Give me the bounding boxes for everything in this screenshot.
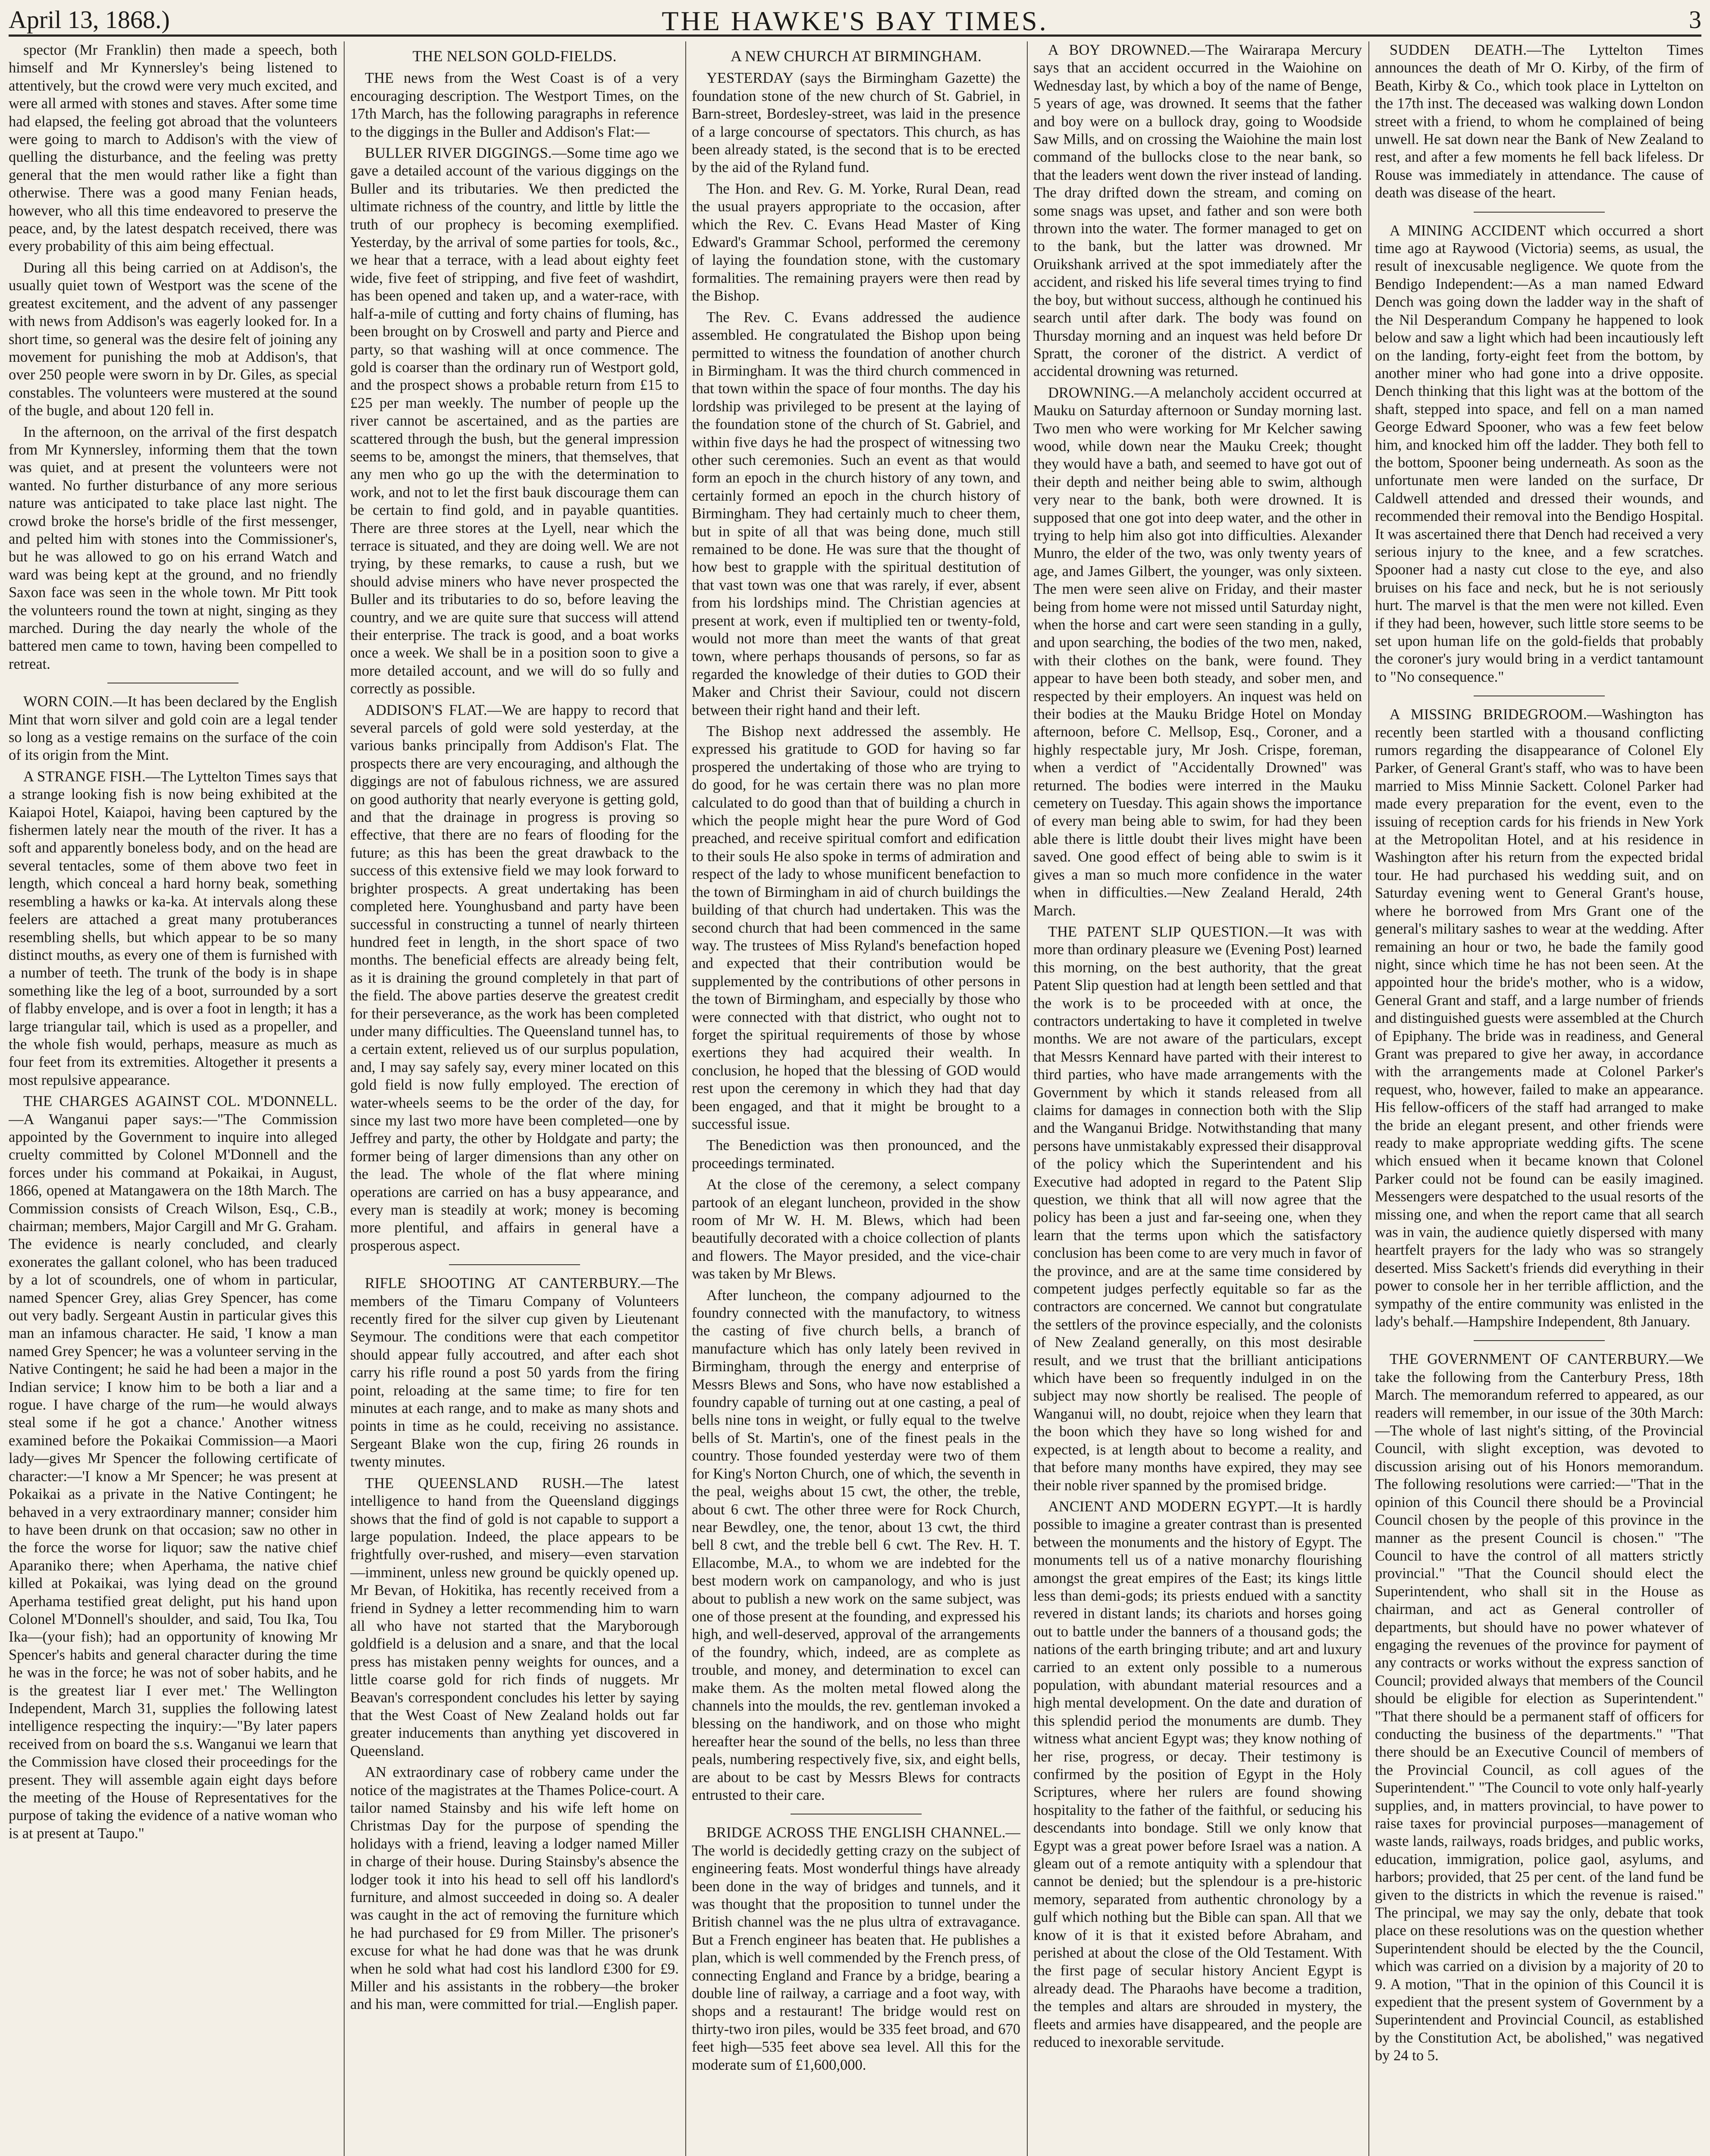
column-rule: [685, 41, 686, 2156]
column-2: [350, 41, 679, 2156]
article-paragraph: During all this being carried on at Addison's, the usually quiet town of Westport was the scene of the greatest excitement, and the advent of any passenger with news from Addison's was eagerly looked for. In a short time, so general was the desire felt of joining any movement for punishing the mob at Addison's, that over 250 people were sworn in by Dr. Giles, as special constables. The volunteers were mustered at the sound of the bugle, and about 120 fell in.: [9, 259, 337, 419]
article-paragraph: A BOY DROWNED.—The Wairarapa Mercury says that an accident occurred in the Waiohine on Wednesday last, by which a boy of the name of Benge, 5 years of age, was drowned. It seems that the father and boy were on a bullock dray, going to Woodside Saw Mills, and on crossing the Waiohine the main lost command of the bullocks close to the near bank, so that the leaders went down the river instead of landing. The dray drifted down the stream, and coming on some snags was upset, and father and son were both thrown into the water. The former managed to get on to the bank, but the latter was drowned. Mr Oruikshank arrived at the spot immediately after the accident, and risked his life several times trying to find the boy, but without success, although he continued his search until after dark. The body was found on Thursday morning and an inquest was held before Dr Spratt, the coroner of the district. A verdict of accidental drowning was returned.: [1033, 42, 1362, 380]
article-paragraph: A STRANGE FISH.—The Lyttelton Times says that a strange looking fish is now being exhibited at the Kaiapoi Hotel, Kaiapoi, having been captured by the fishermen lately near the mouth of the river. It has a soft and apparently boneless body, and on the head are several tentacles, some of them above two feet in length, which conceal a hard horny beak, something resembling a hawks or ka-ka. At intervals along these feelers are attached a great many protuberances resembling shells, but which appear to be so many distinct mouths, as every one of them is furnished with a number of teeth. The trunk of the body is in shape something like the leg of a boot, surrounded by a sort of flabby envelope, and is over a foot in length; it has a large triangular tail, which is used as a propeller, and the whole fish would, perhaps, measure as much as four feet from its extremities. Altogether it presents a most repulsive appearance.: [9, 768, 337, 1088]
article-paragraph: A MINING ACCIDENT which occurred a short time ago at Raywood (Victoria) seems, as usual, the result of inexcusable negligence. We quote from the Bendigo Independent:—As a man named Edward Dench was going down the ladder way in the shaft of the Nil Desperandum Company he happened to look below and saw a light which had been incautiously left on the landing, forty-eight feet from the bottom, by another miner who had gone into a drive opposite. Dench thinking that this light was at the bottom of the shaft, stepped into space, and fell on a man named George Edward Spooner, who was a few feet below him, and knocked him off the ladder. They both fell to the bottom, Spooner being underneath. As soon as the unfortunate men were landed on the surface, Dr Caldwell attended and dressed their wounds, and recommended their removal into the Bendigo Hospital. It was ascertained there that Dench had received a very serious injury to the knee, and a few scratches. Spooner had a nasty cut close to the eye, and also bruises on his face and neck, but he is not seriously hurt. The marvel is that the men were not killed. Even if they had been, however, such little store seems to be set upon human life on the gold-fields that probably the coroner's jury would bring in a verdict tantamount to "No consequence.": [1375, 222, 1704, 685]
article-paragraph: DROWNING.—A melancholy accident occurred at Mauku on Saturday afternoon or Sunday morning last. Two men who were working for Mr Kelcher sawing wood, while down near the Mauku Creek; thought they would have a bath, and seemed to have got out of their depth and neither being able to swim, although very near to the bank, both were drowned. It is supposed that one got into deep water, and the other in trying to help him also got into difficulties. Alexander Munro, the elder of the two, was only twenty years of age, and James Gilbert, the younger, was only sixteen. The men were seen alive on Friday, and their master being from home were not missed until Saturday night, when the horse and cart were seen standing in a gully, and upon searching, the bodies of the two men, naked, with their clothes on the bank, were found. They appear to have been both steady, and sober men, and respected by their employers. An inquest was held on their bodies at the Mauku Bridge Hotel on Monday afternoon, before C. Mellsop, Esq., Coroner, and a highly respectable jury, Mr Josh. Crispe, foreman, when a verdict of "Accidentally Drowned" was returned. The bodies were interred in the Mauku cemetery on Tuesday. This again shows the importance of every man being able to swim, for had they been able there is little doubt their lives might have been saved. One good effect of being able to swim is it gives a man so much more confidence in the water when in difficulties.—New Zealand Herald, 24th March.: [1033, 384, 1362, 919]
article-paragraph: AN extraordinary case of robbery came under the notice of the magistrates at the Thames Police-court. A tailor named Stainsby and his wife left home on Christmas Day for the purpose of spending the holidays with a friend, leaving a lodger named Miller in charge of their house. During Stainsby's absence the lodger took it into his head to sell off his landlord's furniture, and almost succeeded in doing so. A dealer was caught in the act of removing the furniture which he had purchased for £9 from Miller. The prisoner's excuse for what he had done was that he was drunk when he sold what had cost his landlord £300 for £9. Miller and his assistants in the robbery—the broker and his man, were committed for trial.—English paper.: [350, 1764, 679, 2013]
article-paragraph: ANCIENT AND MODERN EGYPT.—It is hardly possible to imagine a greater contrast than is presented between the monuments and the history of Egypt. The monuments tell us of a native monarchy flourishing amongst the great empires of the East; its kings little less than demi-gods; its priests endued with a sanctity revered in distant lands; its chariots and horses going out to battle under the banners of a thousand gods; the nations of the earth bringing tribute; and art and luxury carried to an extent only possible to a numerous population, with abundant material resources and a high mental development. On the date and duration of this splendid period the monuments are dumb. They witness what ancient Egypt was; they know nothing of her rise, progress, or decay. Their testimony is confirmed by the position of Egypt in the Holy Scriptures, where her rulers are found showing hospitality to the father of the faithful, or seducing his descendants into bondage. Still we only know that Egypt was a great power before Israel was a nation. A gleam out of a remote antiquity with a splendour that cannot be denied; but the splendour is a pre-historic memory, separated from authentic chronology by a gulf which nothing but the Bible can span. All that we know of it is that it existed before Abraham, and perished at about the close of the Old Testament. With the first page of secular history Ancient Egypt is already dead. The Pharaohs have become a tradition, the temples and altars are shrouded in mystery, the fleets and armies have disappeared, and the people are reduced to inexorable servitude.: [1033, 1498, 1362, 2051]
article-paragraph: A MISSING BRIDEGROOM.—Washington has recently been startled with a thousand conflicting rumors regarding the disappearance of Colonel Ely Parker, of General Grant's staff, who was to have been married to Miss Minnie Sackett. Colonel Parker had made every preparation for the event, even to the issuing of reception cards for his friends in New York at the Metropolitan Hotel, and at his residence in Washington after his return from the expected bridal tour. He had purchased his wedding suit, and on Saturday evening went to General Grant's house, where he borrowed from Mrs Grant one of the general's military sashes to wear at the wedding. After remaining an hour or two, he bade the family good night, since which time he has not been seen. At the appointed hour the bride's mother, who is a widow, General Grant and staff, and a large number of friends and distinguished guests were assembled at the Church of Epiphany. The bride was in readiness, and General Grant was prepared to give her away, in accordance with the arrangements made at Colonel Parker's request, who, however, failed to make an appearance. His fellow-officers of the staff had arranged to make the bride an elegant present, and other friends were ready to make appropriate wedding gifts. The scene which ensued when it became known that Colonel Parker could not be found can be easily imagined. Messengers were despatched to the usual resorts of the missing one, and when the report came that all search was in vain, the audience quietly dispersed with many heartfelt prayers for the lady who was so strangely deserted. Miss Sackett's friends did everything in their power to console her in her terrible affliction, and the sympathy of the entire community was enlisted in the lady's behalf.—Hampshire Independent, 8th January.: [1375, 706, 1704, 1330]
article-paragraph: THE CHARGES AGAINST COL. M'DONNELL.—A Wanganui paper says:—"The Commission appointed by the Government to inquire into alleged cruelty committed by Colonel M'Donnell and the forces under his command at Pokaikai, in August, 1866, opened at Matangawera on the 18th March. The Commission consists of Creach Wilson, Esq., C.B., chairman; members, Major Cargill and Mr G. Graham. The evidence is nearly concluded, and clearly exonerates the gallant colonel, who has been traduced by a lot of scoundrels, one of whom in particular, named Spencer Grey, alias Grey Spencer, has come out very badly. Sergeant Austin in particular gives this man an infamous character. He said, 'I know a man named Grey Spencer; he was a volunteer serving in the Native Contingent; he said he had been a major in the Indian service; I know him to be both a liar and a rogue. I have charge of the rum—he would always steal some if he got a chance.' Another witness examined before the Pokaikai Commission—a Maori lady—gives Mr Spencer the following certificate of character:—'I know a Mr Spencer; he was present at Pokaikai as a private in the Native Contingent; he behaved in a very extraordinary manner; consider him to have been drunk on that occasion; saw no other in the force the worse for liquor; saw the native chief Aparaniko there; when Aperhama, the native chief killed at Pokaikai, was lying dead on the ground Aperhama testified great delight, put his hand upon Colonel M'Donnell's shoulder, and said, Tou Ika, Tou Ika—(your fish); had an opportunity of knowing Mr Spencer's habits and general character during the time he was in the force; he was not of sober habits, and he is the greatest liar I ever met.' The Wellington Independent, March 31, supplies the following latest intelligence respecting the inquiry:—"By later papers received from on board the s.s. Wanganui we learn that the Commission have closed their proceedings for the present. They will assemble again eight days before the meeting of the House of Representatives for the purpose of taking the evidence of a native woman who is at present at Taupo.": [9, 1093, 337, 1842]
column-4: [1033, 41, 1362, 2156]
article-paragraph: BULLER RIVER DIGGINGS.—Some time ago we gave a detailed account of the various diggings on the Buller and its tributaries. We then predicted the ultimate richness of the country, and little by little the truth of our prophecy is becoming exemplified. Yesterday, by the arrival of some parties for tools, &c., we hear that a terrace, with a lead about eighty feet wide, five feet of stripping, and five feet of washdirt, has been opened and taken up, and a water-race, with half-a-mile of cutting and forty chains of fluming, has been brought on by Croswell and party and Pierce and party, so that washing will at once commence. The gold is coarser than the ordinary run of Westport gold, and the prospect shows a probable return from £15 to £25 per man weekly. The number of people up the river cannot be ascertained, and as the parties are scattered through the bush, but the general impression seems to be, amongst the miners, that themselves, that any men who go up the with the determination to work, and not to let the first bauk discourage them can be certain to find gold, and in payable quantities. There are three stores at the Lyell, near which the terrace is situated, and they are doing well. We are not trying, by these remarks, to cause a rush, but we should advise miners who have never prospected the Buller and its tributaries to do so, before leaving the country, and we are quite sure that success will attend their enterprise. The track is good, and a boat works once a week. We shall be in a position soon to give a more detailed account, and we will do so fully and correctly as possible.: [350, 145, 679, 697]
article-paragraph: YESTERDAY (says the Birmingham Gazette) the foundation stone of the new church of St. Gabriel, in Barn-street, Bordesley-street, was laid in the presence of a large concourse of spectators. This church, as has been already stated, is the second that is to be erected by the aid of the Ryland fund.: [692, 70, 1020, 176]
article-heading: A NEW CHURCH AT BIRMINGHAM.: [731, 47, 982, 65]
section-divider: [449, 1264, 580, 1265]
article-paragraph: In the afternoon, on the arrival of the first despatch from Mr Kynnersley, informing them that the town was quiet, and at present the volunteers were not wanted. No further disturbance of any more serious nature was anticipated to take place last night. The crowd broke the horse's bridle of the first messenger, and pelted him with stones into the Commissioner's, but he was allowed to go on his errand Watch and ward was being kept at the ground, and no friendly Saxon face was seen in the whole town. Mr Pitt took the volunteers round the town at night, singing as they marched. During the day nearly the whole of the battered men came to town, having been compelled to retreat.: [9, 423, 337, 672]
article-paragraph: SUDDEN DEATH.—The Lyttelton Times announces the death of Mr O. Kirby, of the firm of Beath, Kirby & Co., which took place in Lyttelton on the 17th inst. The deceased was walking down London street with a friend, to whom he complained of being unwell. He sat down near the Bank of New Zealand to rest, and after a few moments he fell back lifeless. Dr Rouse was immediately in attendance. The cause of death was disease of the heart.: [1375, 42, 1704, 201]
column-5: [1375, 41, 1704, 2156]
page-number: 3: [1689, 6, 1701, 34]
article-paragraph: ADDISON'S FLAT.—We are happy to record that several parcels of gold were sold yesterday, at the various banks principally from Addison's Flat. The prospects there are very encouraging, and although the diggings are not of fabulous richness, we are assured on good authority that nearly everyone is getting gold, and that the drainage in progress is proving so effective, that there are no fears of flooding for the future; as this has been the great drawback to the success of this extensive field we may look forward to brighter prospects. A great undertaking has been completed here. Younghusband and party have been successful in constructing a tunnel of nearly thirteen hundred feet in length, in the short space of two months. The beneficial effects are already being felt, as it is draining the ground completely in that part of the field. The above parties deserve the greatest credit for their perseverance, as the work has been completed under many difficulties. The Queensland tunnel has, to a certain extent, relieved us of our surplus population, and, I may say safely say, every miner located on this gold field is now fully employed. The erection of water-wheels seems to be the order of the day, for since my last two more have been completed—one by Jeffrey and party, the other by Holdgate and party; the former being of larger dimensions than any other on the lead. The whole of the flat where mining operations are carried on has a busy appearance, and every man is steadily at work; money is becoming more plentiful, and affairs in general have a prosperous aspect.: [350, 702, 679, 1254]
article-paragraph: RIFLE SHOOTING AT CANTERBURY.—The members of the Timaru Company of Volunteers recently fired for the silver cup given by Lieutenant Seymour. The conditions were that each competitor should appear fully accoutred, and after each shot carry his rifle round a post 50 yards from the firing point, reloading at the same time; to fire for ten minutes at each range, and to make as many shots and points in time as he could, receiving no assistance. Sergeant Blake won the cup, firing 26 rounds in twenty minutes.: [350, 1275, 679, 1470]
newspaper-title: THE HAWKE'S BAY TIMES.: [662, 6, 1048, 36]
article-paragraph: The Rev. C. Evans addressed the audience assembled. He congratulated the Bishop upon being permitted to witness the foundation of another church in Birmingham. It was the third church commenced in that town within the space of four months. The day his lordship was privileged to be present at the laying of the foundation stone of the church of St. Gabriel, and within five days he had the prospect of witnessing two other such ceremonies. Such an event as that would form an epoch in the church history of any town, and certainly formed an epoch in the church history of Birmingham. They had certainly much to cheer them, but in spite of all that was being done, much still remained to be done. He was sure that the thought of how best to grapple with the spiritual destitution of that vast town was one that was rarely, if ever, absent from his lordships mind. The Christian agencies at present at work, even if multiplied ten or twenty-fold, would not more than meet the wants of that great town, where perhaps thousands of persons, so far as regarded the knowledge of their duties to GOD their Maker and Christ their Saviour, could not discern between their right hand and their left.: [692, 309, 1020, 718]
section-divider: [1474, 212, 1605, 213]
article-paragraph: The Benediction was then pronounced, and the proceedings terminated.: [692, 1137, 1020, 1172]
section-divider: [1474, 1340, 1605, 1341]
column-1: [9, 41, 337, 2156]
article-paragraph: THE PATENT SLIP QUESTION.—It was with more than ordinary pleasure we (Evening Post) learned this morning, on the best authority, that the great Patent Slip question had at length been settled and that the work is to be proceeded with at once, the contractors undertaking to have it completed in twelve months. We are not aware of the particulars, except that Messrs Kennard have parted with their interest to third parties, who have made arrangements with the Government by which it stands released from all claims for damages in connection both with the Slip and the Wanganui Bridge. Notwithstanding that many persons have unmistakably expressed their disapproval of the policy which the Superintendent and his Executive had adopted in regard to the Patent Slip question, we think that all will now agree that the policy has been a just and far-seeing one, when they learn that the terms upon which the satisfactory conclusion has been come to are very much in favor of the province, and are at the same time considered by competent judges perfectly equitable so far as the contractors are concerned. We cannot but congratulate the settlers of the province especially, and the colonists of New Zealand generally, on this most desirable result, and we trust that the brilliant anticipations which have been so frequently indulged in on the subject may now shortly be realised. The people of Wanganui will, no doubt, rejoice when they learn that the boon which they have so long wished for and expected, is at length about to become a reality, and that before many months have expired, they may see their noble river spanned by the promised bridge.: [1033, 923, 1362, 1494]
article-paragraph: After luncheon, the company adjourned to the foundry connected with the manufactory, to witness the casting of five church bells, a branch of manufacture which has only lately been revived in Birmingham, through the energy and enterprise of Messrs Blews and Sons, who have now established a foundry capable of turning out at one casting, a peal of bells nine tons in weight, or fully equal to the twelve bells of St. Martin's, one of the finest peals in the country. Those founded yesterday were two of them for King's Norton Church, one of which, the seventh in the peal, weighs about 15 cwt, the other, the treble, about 6 cwt. The other three were for Rock Church, near Bewdley, one, the tenor, about 13 cwt, the third bell 8 cwt, and the treble bell 6 cwt. The Rev. H. T. Ellacombe, M.A., to whom we are indebted for the best modern work on campanology, and who is just about to publish a new work on the same subject, was one of those present at the founding, and expressed his high, and well-deserved, approval of the arrangements of the foundry, which, indeed, are as complete as trouble, and money, and determination to excel can make them. As the molten metal flowed along the channels into the moulds, the rev. gentleman invoked a blessing on the handiwork, and on those who might hereafter hear the sound of the bells, no less than three peals, numbering respectively five, six, and eight bells, are about to be cast by Messrs Blews for contracts entrusted to their care.: [692, 1287, 1020, 1803]
article-paragraph: WORN COIN.—It has been declared by the English Mint that worn silver and gold coin are a legal tender so long as a vestige remains on the surface of the coin of its origin from the Mint.: [9, 693, 337, 764]
column-rule: [1027, 41, 1028, 2156]
article-paragraph: THE GOVERNMENT OF CANTERBURY.—We take the following from the Canterbury Press, 18th March. The memorandum referred to appeared, as our readers will remember, in our issue of the 30th March:—The whole of last night's sitting, of the Provincial Council, with slight exception, was devoted to discussion arising out of his Honors memorandum. The following resolutions were carried:—"That in the opinion of this Council there should be a Provincial Council chosen by the people of this province in the manner as the present Council is chosen." "The Council to have the control of all matters strictly provincial." "That the Council should elect the Superintendent, who shall sit in the House as chairman, and act as General controller of departments, but should have no power whatever of engaging the revenues of the province for payment of any contracts or works without the express sanction of Council; provided always that members of the Council should be eligible for election as Superintendent." "That there should be a permanent staff of officers for conducting the business of the departments." "That there should be an Executive Council of members of the Provincial Council, as coll agues of the Superintendent." "The Council to vote only half-yearly supplies, and, in matters provincial, to have power to raise taxes for provincial purposes—management of waste lands, railways, roads bridges, and public works, education, immigration, police gaol, asylums, and harbors; provided, that 25 per cent. of the land fund be given to the districts in which the revenue is raised." The principal, we may say the only, debate that took place on these resolutions was on the question whether Superintendent should be elected by the the Council, which was carried on a division by a majority of 20 to 9. A motion, "That in the opinion of this Council it is expedient that the present system of Government by a Superintendent and Provincial Council, as established by the Constitution Act, be abolished," was negatived by 24 to 5.: [1375, 1351, 1704, 2064]
column-rule: [1368, 41, 1369, 2156]
article-paragraph: The Bishop next addressed the assembly. He expressed his gratitude to GOD for having so far prospered the undertaking of those who are trying to do good, for he was certain there was no plan more calculated to do good than that of building a church in which the people might hear the pure Word of God preached, and receive spiritual comfort and edification to their souls He also spoke in terms of admiration and respect of the lady to whose munificent benefaction to the town of Birmingham in aid of church buildings the building of that church had undertaken. This was the second church that had been commenced in the same way. The trustees of Miss Ryland's benefaction hoped and expected that their contribution would be supplemented by the contributions of other persons in the town of Birmingham, and especially by those who were connected with that district, who ought not to forget the spiritual requirements of those by whose exertions they had acquired their wealth. In conclusion, he hoped that the blessing of GOD would rest upon the ceremony in which they had that day been engaged, and that it might be brought to a successful issue.: [692, 723, 1020, 1132]
column-3: [692, 41, 1020, 2156]
issue-date: April 13, 1868.): [9, 6, 170, 34]
column-rule: [344, 41, 345, 2156]
article-heading: THE NELSON GOLD-FIELDS.: [412, 47, 617, 65]
article-paragraph: spector (Mr Franklin) then made a speech, both himself and Mr Kynnersley's being listened to attentively, but the crowd were very much excited, and were all armed with stones and staves. After some time had elapsed, the feeling got abroad that the volunteers were going to march to Addison's with the view of quelling the disturbance, and the feeling was pretty general that the men would rather like a fight than otherwise. There was a good many Fenian heads, however, who all this time endeavored to preserve the peace, and, by the latest despatch received, there was every probability of this aim being effectual.: [9, 42, 337, 255]
masthead: [9, 5, 1701, 37]
article-paragraph: At the close of the ceremony, a select company partook of an elegant luncheon, provided in the show room of Mr W. H. M. Blews, which had been beautifully decorated with a choice collection of plants and flowers. The Mayor presided, and the vice-chair was taken by Mr Blews.: [692, 1176, 1020, 1282]
article-paragraph: THE news from the West Coast is of a very encouraging description. The Westport Times, on the 17th March, has the following paragraphs in reference to the diggings in the Buller and Addison's Flat:—: [350, 70, 679, 140]
article-paragraph: BRIDGE ACROSS THE ENGLISH CHANNEL.—The world is decidedly getting crazy on the subject of engineering feats. Most wonderful things have already been done in the way of bridges and tunnels, and it was thought that the proposition to tunnel under the British channel was the ne plus ultra of extravagance. But a French engineer has beaten that. He publishes a plan, which is well commended by the French press, of connecting England and France by a bridge, bearing a double line of railway, a carriage and a foot way, with shops and a restaurant! The bridge would rest on thirty-two iron piles, would be 335 feet broad, and 670 feet high—535 feet above sea level. All this for the moderate sum of £1,600,000.: [692, 1824, 1020, 2073]
article-paragraph: The Hon. and Rev. G. M. Yorke, Rural Dean, read the usual prayers appropriate to the occasion, after which the Rev. C. Evans Head Master of King Edward's Grammar School, performed the ceremony of laying the foundation stone, with the customary formalities. The remaining prayers were then read by the Bishop.: [692, 180, 1020, 304]
article-paragraph: THE QUEENSLAND RUSH.—The latest intelligence to hand from the Queensland diggings shows that the find of gold is not capable to support a large population. Indeed, the place appears to be frightfully over-rushed, and misery—even starvation—imminent, unless new ground be quickly opened up. Mr Bevan, of Hokitika, has recently received from a friend in Sydney a letter recommending him to warn all who have not started that the Maryborough goldfield is a delusion and a snare, and that the local press has mistaken penny weights for ounces, and a little coarse gold for rich finds of nuggets. Mr Beavan's correspondent concludes his letter by saying that the West Coast of New Zealand holds out far greater inducements than anything yet discovered in Queensland.: [350, 1475, 679, 1759]
